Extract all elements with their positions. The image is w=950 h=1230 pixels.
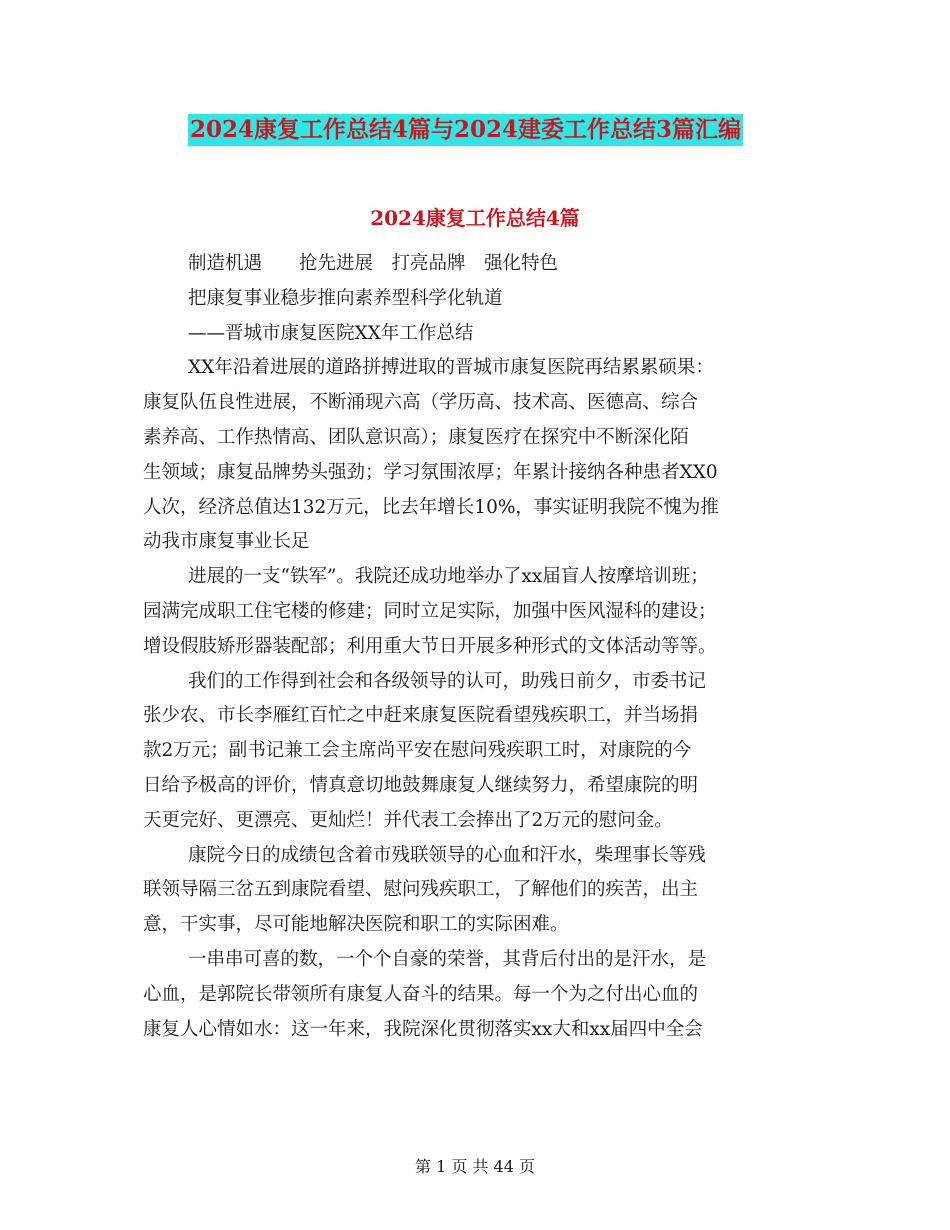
text-line: 一串串可喜的数，一个个自豪的荣誉，其背后付出的是汗水，是 bbox=[188, 948, 707, 970]
text-line: 制造机遇 抢先进展 打亮品牌 强化特色 bbox=[188, 253, 559, 274]
text-line: XX年沿着进展的道路拼搏进取的晋城市康复医院再结累累硕果： bbox=[188, 357, 714, 379]
text-line: 张少农、市长李雁红百忙之中赶来康复医院看望残疾职工，并当场捐 bbox=[143, 705, 699, 727]
text-line: 意，干实事，尽可能地解决医院和职工的实际困难。 bbox=[143, 914, 569, 936]
text-line: 园满完成职工住宅楼的修建；同时立足实际，加强中医风湿科的建设； bbox=[143, 600, 717, 622]
text-line: 进展的一支“铁军”。我院还成功地举办了xx届盲人按摩培训班； bbox=[188, 566, 709, 588]
text-line: 把康复事业稳步推向素养型科学化轨道 bbox=[188, 287, 503, 309]
text-line: 生领域；康复品牌势头强劲；学习氛围浓厚；年累计接纳各种患者XX0 bbox=[143, 461, 718, 483]
section-title: 2024康复工作总结4篇 bbox=[370, 206, 580, 230]
text-line: 康院今日的成绩包含着市残联领导的心血和汗水，柴理事长等残 bbox=[188, 844, 707, 866]
text-line: 我们的工作得到社会和各级领导的认可，助残日前夕，市委书记 bbox=[188, 670, 707, 692]
text-line: 天更完好、更漂亮、更灿烂！并代表工会捧出了2万元的慰问金。 bbox=[143, 809, 673, 831]
document-title: 2024康复工作总结4篇与2024建委工作总结3篇汇编 bbox=[188, 114, 743, 146]
text-line: 联领导隔三岔五到康院看望、慰问残疾职工，了解他们的疾苦，出主 bbox=[143, 879, 699, 901]
text-line: 人次，经济总值达132万元，比去年增长10%，事实证明我院不愧为推 bbox=[143, 496, 719, 518]
text-line: 康复队伍良性进展，不断涌现六高（学历高、技术高、医德高、综合 bbox=[143, 392, 699, 414]
text-line: 款2万元；副书记兼工会主席尚平安在慰问残疾职工时，对康院的今 bbox=[143, 740, 692, 762]
text-line: 动我市康复事业长足 bbox=[143, 531, 310, 553]
text-line: ——晋城市康复医院XX年工作总结 bbox=[188, 322, 474, 344]
text-line: 日给予极高的评价，情真意切地鼓舞康复人继续努力，希望康院的明 bbox=[143, 774, 699, 796]
text-line: 康复人心情如水：这一年来，我院深化贯彻落实xx大和xx届四中全会 bbox=[143, 1018, 703, 1040]
text-line: 素养高、工作热情高、团队意识高）；康复医疗在探究中不断深化陌 bbox=[143, 426, 689, 448]
page-footer: 第 1 页 共 44 页 bbox=[415, 1157, 535, 1176]
text-line: 心血，是郭院长带领所有康复人奋斗的结果。每一个为之付出心血的 bbox=[143, 983, 699, 1005]
text-line: 增设假肢矫形器装配部；利用重大节日开展多种形式的文体活动等等。 bbox=[143, 635, 717, 657]
body-text bbox=[143, 247, 813, 1047]
